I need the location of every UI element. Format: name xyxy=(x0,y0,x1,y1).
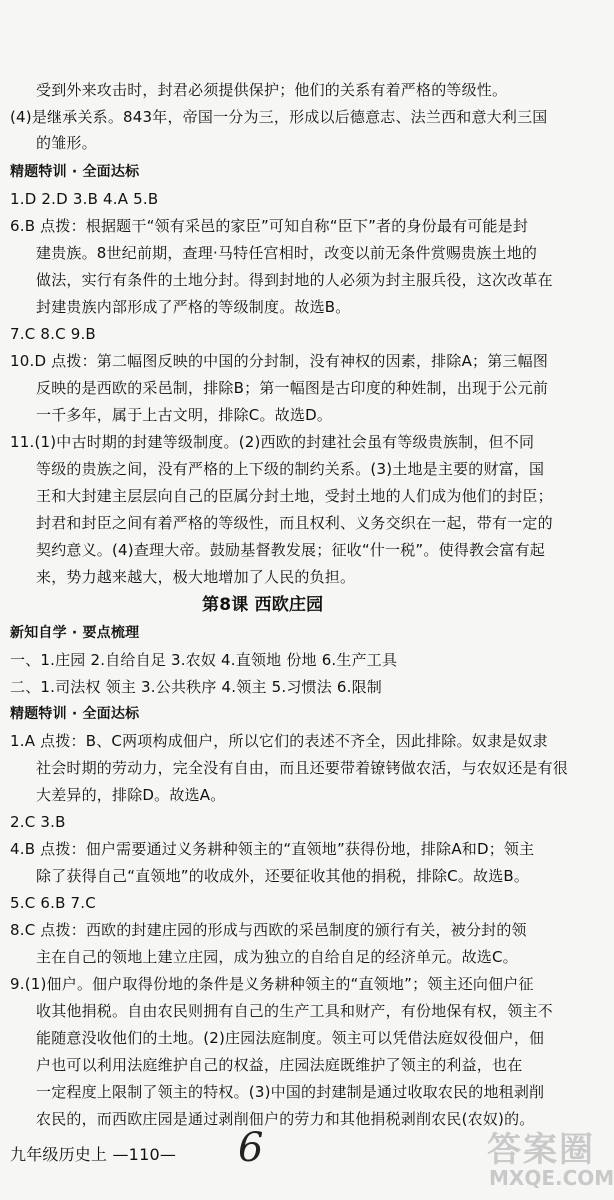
handwritten-mark: 6 xyxy=(238,1125,264,1171)
section-header: 新知自学 · 要点梳理 xyxy=(10,625,140,641)
answer-line: 1.A 点拨：B、C两项构成佃户，所以它们的表述不齐全，因此排除。奴隶是奴隶 xyxy=(10,732,548,750)
text-line: 一定程度上限制了领主的特权。(3)中国的封建制是通过收取农民的地租剥削 xyxy=(36,1083,545,1101)
answer-line: 11.(1)中古时期的封建等级制度。(2)西欧的封建社会虽有等级贵族制，但不同 xyxy=(10,433,535,451)
text-line: 除了获得自己“直领地”的收成外，还要征收其他的捐税，排除C。故选B。 xyxy=(36,867,530,885)
text-line: 社会时期的劳动力，完全没有自由，而且还要带着镣铐做农活，与农奴还是有很 xyxy=(36,759,569,777)
watermark-logo xyxy=(483,1118,614,1196)
text-line: 一千多年，属于上古文明，排除C。故选D。 xyxy=(36,406,333,424)
answer-line: 6.B 点拨：根据题干“领有采邑的家臣”可知自称“臣下”者的身份最有可能是封 xyxy=(10,217,529,235)
text-line: 的雏形。 xyxy=(36,134,97,152)
answer-line: 一、1.庄园 2.自给自足 3.农奴 4.直领地 份地 6.生产工具 xyxy=(10,651,398,669)
answer-line: 2.C 3.B xyxy=(10,813,66,831)
text-line: 反映的是西欧的采邑制，排除B；第一幅图是古印度的种姓制，出现于公元前 xyxy=(36,379,549,397)
text-line: 做法，实行有条件的土地分封。得到封地的人必须为封主服兵役，这次改革在 xyxy=(36,271,553,289)
answer-line: 1.D 2.D 3.B 4.A 5.B xyxy=(10,190,159,208)
answer-line: 4.B 点拨：佃户需要通过义务耕种领主的“直领地”获得份地，排除A和D；领主 xyxy=(10,840,535,858)
section-header: 精题特训 · 全面达标 xyxy=(10,164,140,180)
text-line: 封君和封臣之间有着严格的等级性，而且权利、义务交织在一起，带有一定的 xyxy=(36,514,553,532)
answer-line: 8.C 点拨：西欧的封建庄园的形成与西欧的采邑制度的颁行有关，被分封的领 xyxy=(10,921,527,939)
answer-line: 10.D 点拨：第二幅图反映的中国的分封制，没有神权的因素，排除A；第三幅图 xyxy=(10,352,549,370)
text-line: 契约意义。(4)查理大帝。鼓励基督教发展；征收“什一税”。使得教会富有起 xyxy=(36,541,545,559)
answer-line: 9.(1)佃户。佃户取得份地的条件是义务耕种领主的“直领地”；领主还向佃户征 xyxy=(10,975,534,993)
text-line: 等级的贵族之间，没有严格的上下级的制约关系。(3)土地是主要的财富，国 xyxy=(36,460,545,478)
page-footer: 九年级历史上 —110— xyxy=(10,1145,177,1164)
text-line: 大差异的，排除D。故选A。 xyxy=(36,786,226,804)
text-line: 能随意没收他们的土地。(2)庄园法庭制度。领主可以凭借法庭奴役佃户，佃 xyxy=(36,1029,545,1047)
text-line: 建贵族。8世纪前期，查理·马特任宫相时，改变以前无条件赏赐贵族土地的 xyxy=(36,244,538,262)
answer-line: 二、1.司法权 领主 3.公共秩序 4.领主 5.习惯法 6.限制 xyxy=(10,678,382,696)
lesson-title: 第8课 西欧庄园 xyxy=(202,595,324,615)
text-line: 收其他捐税。自由农民则拥有自己的生产工具和财产，有份地保有权，领主不 xyxy=(36,1002,553,1020)
text-line: 王和大封建主层层向自己的臣属分封土地，受封土地的人们成为他们的封臣； xyxy=(36,487,553,505)
section-header: 精题特训 · 全面达标 xyxy=(10,706,140,722)
text-line: 户也可以利用法庭维护自己的权益，庄园法庭既维护了领主的利益，也在 xyxy=(36,1056,523,1074)
watermark-url: MXQE.COM xyxy=(489,1166,614,1190)
watermark-text: 答案圈 xyxy=(487,1130,595,1170)
text-line: 农民的，而西欧庄园是通过剥削佃户的劳力和其他捐税剥削农民(农奴)的。 xyxy=(36,1110,535,1128)
text-line: (4)是继承关系。843年，帝国一分为三，形成以后德意志、法兰西和意大利三国 xyxy=(10,108,548,126)
answer-line: 7.C 8.C 9.B xyxy=(10,325,96,343)
text-line: 受到外来攻击时，封君必须提供保护；他们的关系有着严格的等级性。 xyxy=(36,81,508,99)
text-line: 封建贵族内部形成了严格的等级制度。故选B。 xyxy=(36,298,351,316)
answer-line: 5.C 6.B 7.C xyxy=(10,894,96,912)
text-line: 主在自己的领地上建立庄园，成为独立的自给自足的经济单元。故选C。 xyxy=(36,948,518,966)
text-line: 来，势力越来越大，极大地增加了人民的负担。 xyxy=(36,568,356,586)
